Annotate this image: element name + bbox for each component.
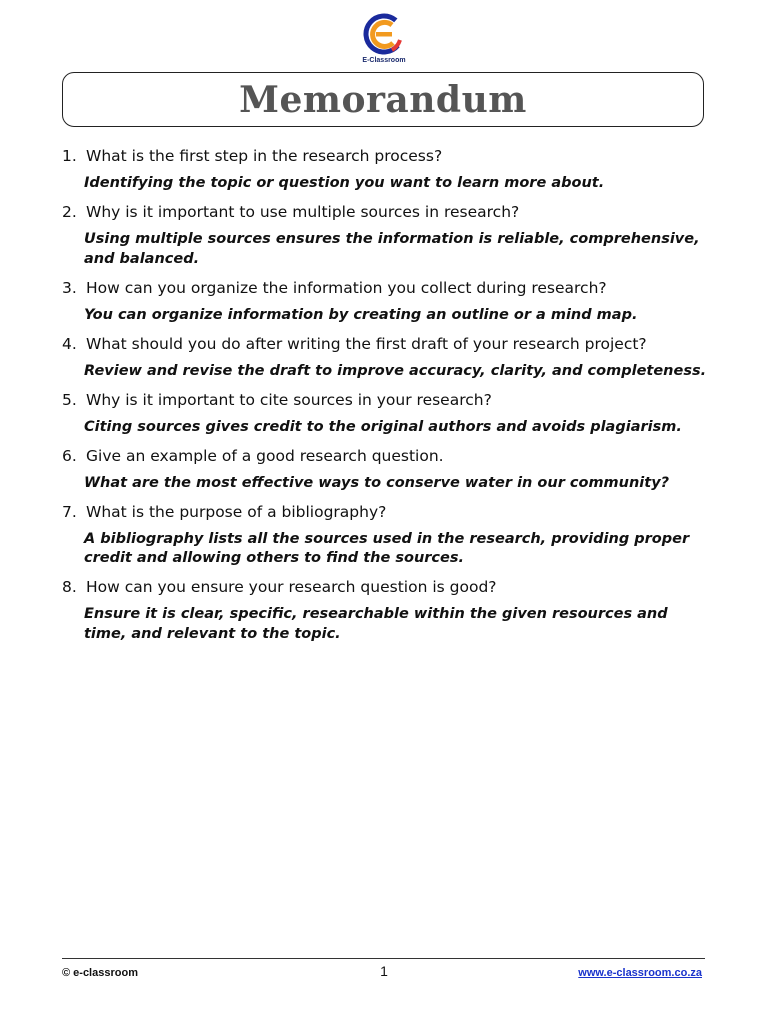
question-text: What is the purpose of a bibliography?: [86, 502, 387, 521]
question-text: How can you ensure your research question is good?: [86, 578, 497, 596]
website-link[interactable]: www.e-classroom.co.za: [578, 967, 702, 979]
question: [62, 502, 707, 522]
page-title: Memorandum: [239, 78, 527, 121]
footer-divider: [62, 958, 705, 959]
question: [62, 390, 707, 410]
question-text: Give an example of a good research question.: [86, 446, 444, 465]
question-text: Why is it important to use multiple sources in research?: [86, 203, 520, 221]
question: [62, 334, 707, 354]
list-item: [62, 146, 707, 194]
answer-text: Review and revise the draft to improve accuracy, clarity, and completeness.: [84, 362, 707, 379]
question: [62, 202, 707, 222]
list-item: [62, 202, 707, 269]
answer-text: Identifying the topic or question you want to learn more about.: [84, 175, 605, 191]
footer-copyright: © e-classroom: [62, 967, 138, 979]
list-item: [62, 577, 707, 644]
question-number: 7.: [62, 502, 77, 521]
question-number: 5.: [62, 390, 77, 409]
list-item: [62, 334, 707, 382]
title-box: [62, 72, 704, 127]
question-text: What should you do after writing the first draft of your research project?: [86, 334, 647, 353]
question-number: 3.: [62, 278, 77, 297]
question-number: 8.: [62, 578, 77, 596]
list-item: [62, 446, 707, 494]
e-classroom-logo: [0, 12, 768, 64]
e-classroom-logo-icon: [362, 12, 406, 56]
question-number: 6.: [62, 446, 77, 465]
question-number: 4.: [62, 334, 77, 353]
list-item: [62, 278, 707, 326]
answer-text: Using multiple sources ensures the information is reliable, comprehensive, and balanced.: [84, 231, 700, 267]
answer-text: What are the most effective ways to conserve water in our community?: [84, 474, 670, 491]
question: [62, 446, 707, 466]
question-number: 1.: [62, 147, 77, 165]
question-text: Why is it important to cite sources in your research?: [86, 390, 492, 409]
answer-text: A bibliography lists all the sources used in the research, providing proper credit and allowing others to find the sources.: [84, 530, 690, 566]
question-number: 2.: [62, 203, 77, 221]
question: [62, 278, 707, 298]
question-answer-list: [62, 146, 707, 653]
question: [62, 146, 707, 166]
list-item: [62, 502, 707, 569]
question-text: How can you organize the information you collect during research?: [86, 278, 607, 297]
question-text: What is the first step in the research process?: [86, 147, 443, 165]
list-item: [62, 390, 707, 438]
answer-text: You can organize information by creating an outline or a mind map.: [84, 306, 638, 323]
answer-text: Citing sources gives credit to the original authors and avoids plagiarism.: [84, 418, 682, 435]
logo-caption: E-Classroom: [362, 57, 406, 64]
page-number: 1: [380, 963, 388, 979]
question: [62, 577, 707, 597]
answer-text: Ensure it is clear, specific, researchable within the given resources and time, and relevant to the topic.: [84, 606, 668, 642]
